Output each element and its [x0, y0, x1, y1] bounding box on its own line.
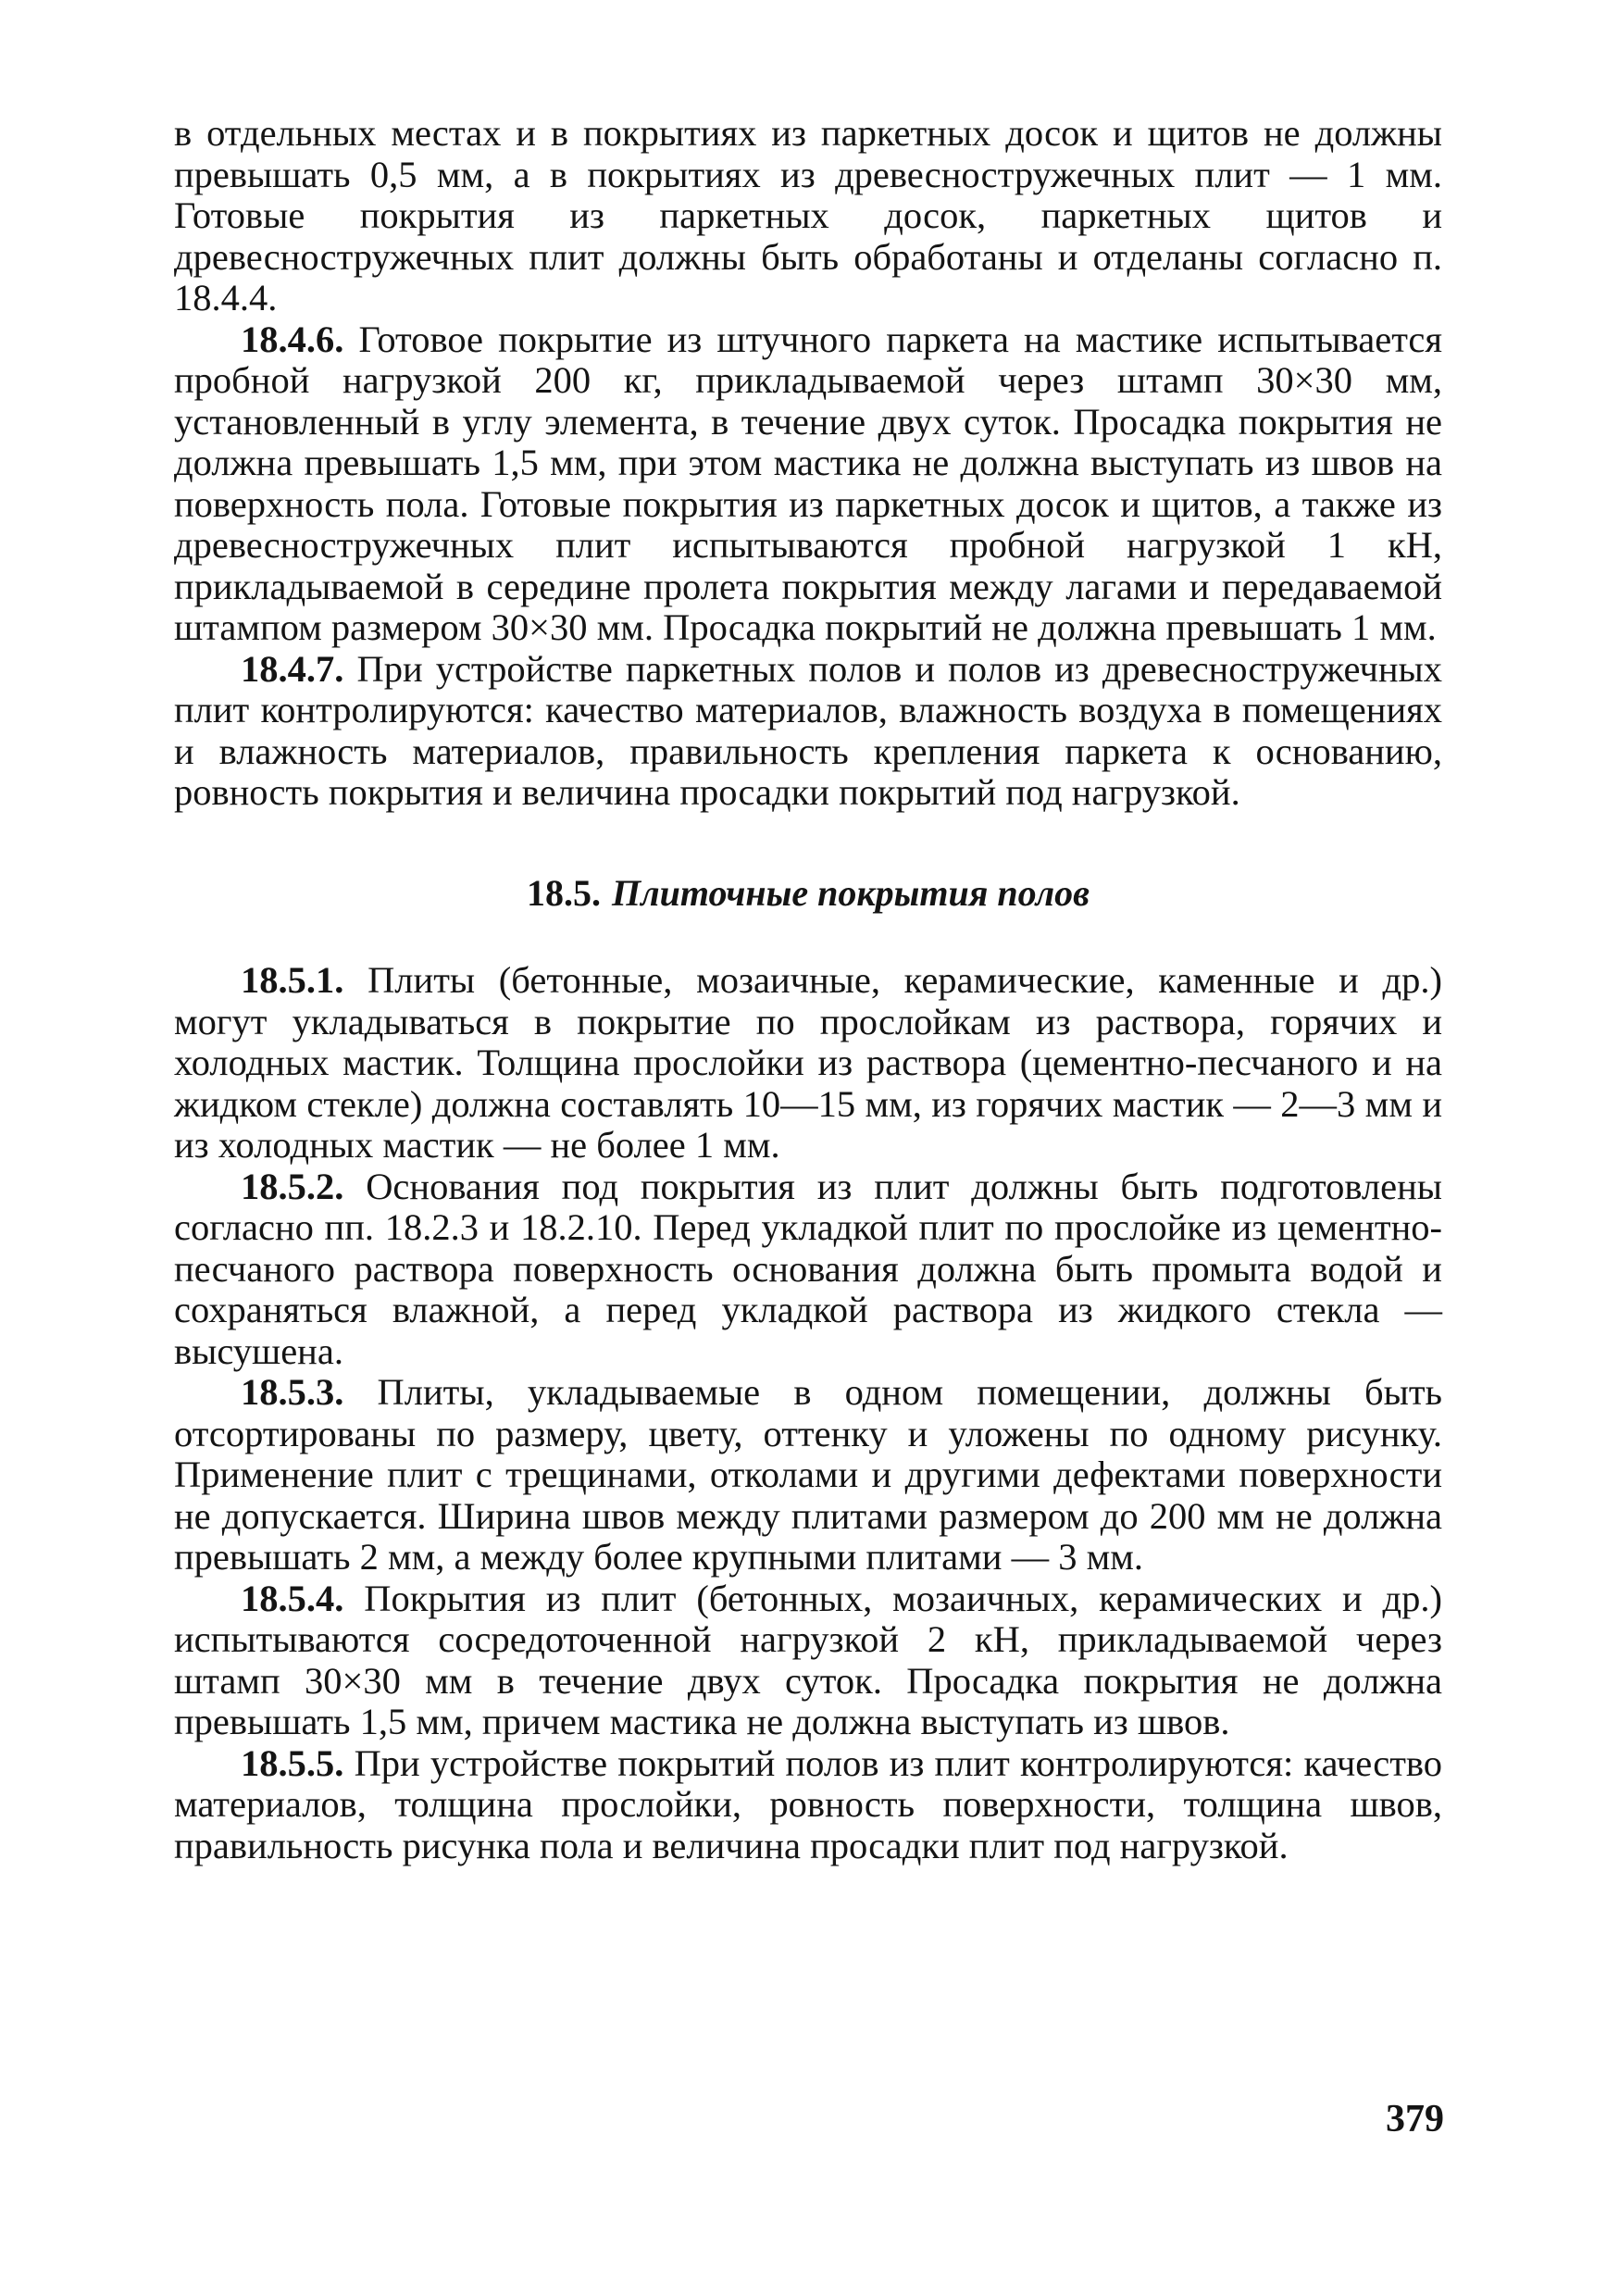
clause-text: Плиты (бетонные, мозаичные, керамические, каменные и др.) могут укладываться в покрытие по прослойкам из раствора, горячих и холодных мастик. Толщина прослойки из раствора (цементно-песчаного и на жидком стекле) должна составлять 10—15 мм, из горячих мастик — 2—3 мм и из холодных мастик — не более 1 мм. [174, 959, 1442, 1166]
clause-18-5-3 [174, 1372, 1442, 1578]
clause-18-5-4 [174, 1578, 1442, 1743]
continuation-paragraph: в отдельных местах и в покрытиях из паркетных досок и щитов не должны превышать 0,5 мм, а в покрытиях из древесностружечных плит — 1 мм. Готовые покрытия из паркетных досок, паркетных щитов и древесностружечных плит должны быть обработаны и отделаны согласно п. 18.4.4. [174, 112, 1442, 318]
clause-text: При устройстве паркетных полов и полов из древесностружечных плит контролируются: качество материалов, влажность воздуха в помещениях и влажность материалов, правильность крепления паркета к основанию, ровность покрытия и величина просадки покрытий под нагрузкой. [174, 647, 1443, 813]
clause-text: Готовое покрытие из штучного паркета на мастике испытывается пробной нагрузкой 200 кг, прикладываемой через штамп 30×30 мм, установленный в углу элемента, в течение двух суток. Просадка покрытия не должна превышать 1,5 мм, при этом мастика не должна выступать из швов на поверхность пола. Готовые покрытия из паркетных досок и щитов, а также из древесностружечных плит испытываются пробной нагрузкой 1 кН, прикладываемой в середине пролета покрытия между лагами и передаваемой штампом размером 30×30 мм. Просадка покрытий не должна превышать 1 мм. [174, 318, 1442, 648]
clause-number: 18.4.6. [241, 318, 344, 360]
clause-18-5-1 [174, 960, 1442, 1167]
clause-18-4-6 [174, 319, 1442, 649]
clause-18-4-7 [174, 649, 1442, 814]
section-number: 18.5. [526, 871, 601, 914]
clause-18-5-5 [174, 1743, 1442, 1867]
clause-text: Плиты, укладываемые в одном помещении, должны быть отсортированы по размеру, цвету, оттенку и уложены по одному рисунку. Применение плит с трещинами, отколами и другими дефектами поверхности не допускается. Ширина швов между плитами размером до 200 мм не должна превышать 2 мм, а между более крупными плитами — 3 мм. [174, 1371, 1443, 1578]
clause-number: 18.5.1. [241, 959, 344, 1001]
section-heading [174, 873, 1442, 915]
clause-18-5-2 [174, 1167, 1442, 1373]
clause-number: 18.5.3. [241, 1371, 344, 1413]
clause-text: Основания под покрытия из плит должны быть подготовлены согласно пп. 18.2.3 и 18.2.10. Перед укладкой плит по прослойке из цементно-песчаного раствора поверхность основания должна быть промыта водой и сохраняться влажной, а перед укладкой раствора из жидкого стекла — высушена. [174, 1165, 1443, 1372]
clause-number: 18.4.7. [241, 647, 344, 690]
clause-number: 18.5.2. [241, 1165, 344, 1207]
section-title: Плиточные покрытия полов [611, 871, 1090, 914]
clause-number: 18.5.4. [241, 1577, 344, 1619]
page-number: 379 [1386, 2098, 1444, 2140]
body-text [174, 113, 1442, 1866]
clause-number: 18.5.5. [241, 1741, 344, 1784]
clause-text: Покрытия из плит (бетонных, мозаичных, керамических и др.) испытываются сосредоточенной нагрузкой 2 кН, прикладываемой через штамп 30×30 мм в течение двух суток. Просадка покрытия не должна превышать 1,5 мм, причем мастика не должна выступать из швов. [174, 1577, 1443, 1742]
clause-text: При устройстве покрытий полов из плит контролируются: качество материалов, толщина прослойки, ровность поверхности, толщина швов, правильность рисунка пола и величина просадки плит под нагрузкой. [174, 1741, 1442, 1866]
